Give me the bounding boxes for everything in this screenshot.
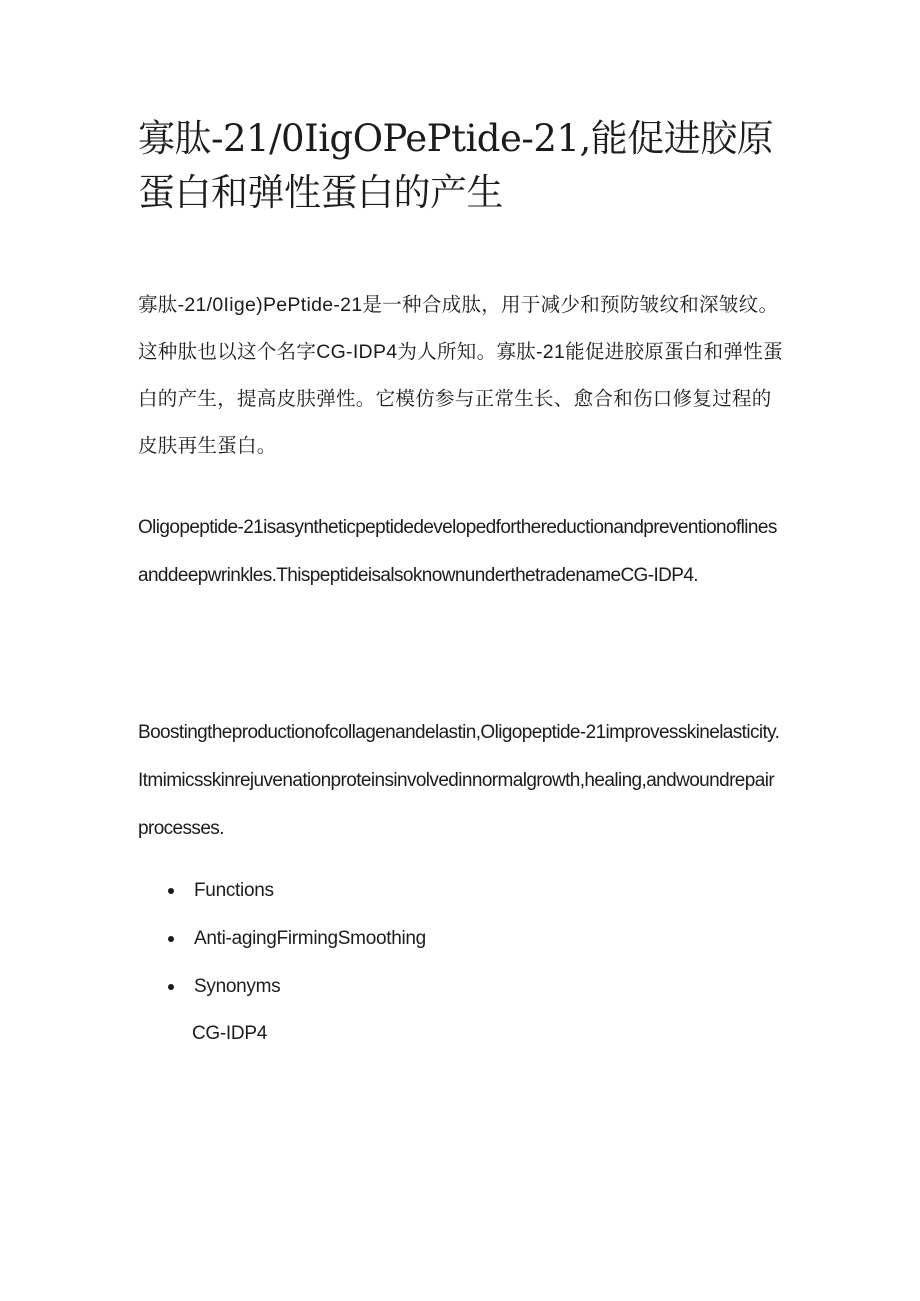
bullet-label: Synonyms (194, 976, 281, 997)
bullet-item-synonyms (138, 966, 426, 1014)
bullet-label: Functions (194, 880, 274, 901)
english-description-paragraph: Oligopeptide-21isasyntheticpeptidedevelopedforthereductionandpreventionoflinesanddeepwrinkles.ThispeptideisalsoknownunderthetradenameCG-IDP4. (138, 517, 777, 586)
synonym-value: CG-IDP4 (192, 1023, 267, 1044)
chinese-description-paragraph: 寡肽-21/0Iige)PePtide-21是一种合成肽，用于减少和预防皱纹和深皱纹。这种肽也以这个名字CG-IDP4为人所知。寡肽-21能促进胶原蛋白和弹性蛋白的产生，提高皮肤弹性。它模仿参与正常生长、愈合和伤口修复过程的皮肤再生蛋白。 (138, 294, 783, 457)
bullet-label: Anti-agingFirmingSmoothing (194, 928, 426, 949)
bullet-item-functions (138, 870, 426, 918)
page-title: 寡肽-21/0IigOPePtide-21,能促进胶原蛋白和弹性蛋白的产生 (138, 117, 774, 214)
english-benefits-paragraph: Boostingtheproductionofcollagenandelastin,Oligopeptide-21improvesskinelasticity.Itmimicsskinrejuvenationproteinsinvolvedinnormalgrowth,healing,andwoundrepairprocesses. (138, 722, 780, 839)
bullet-dot-icon (168, 936, 174, 942)
bullet-dot-icon (168, 888, 174, 894)
bullet-item-functions-list (138, 918, 426, 966)
bullet-dot-icon (168, 984, 174, 990)
bullet-list (138, 870, 426, 1014)
